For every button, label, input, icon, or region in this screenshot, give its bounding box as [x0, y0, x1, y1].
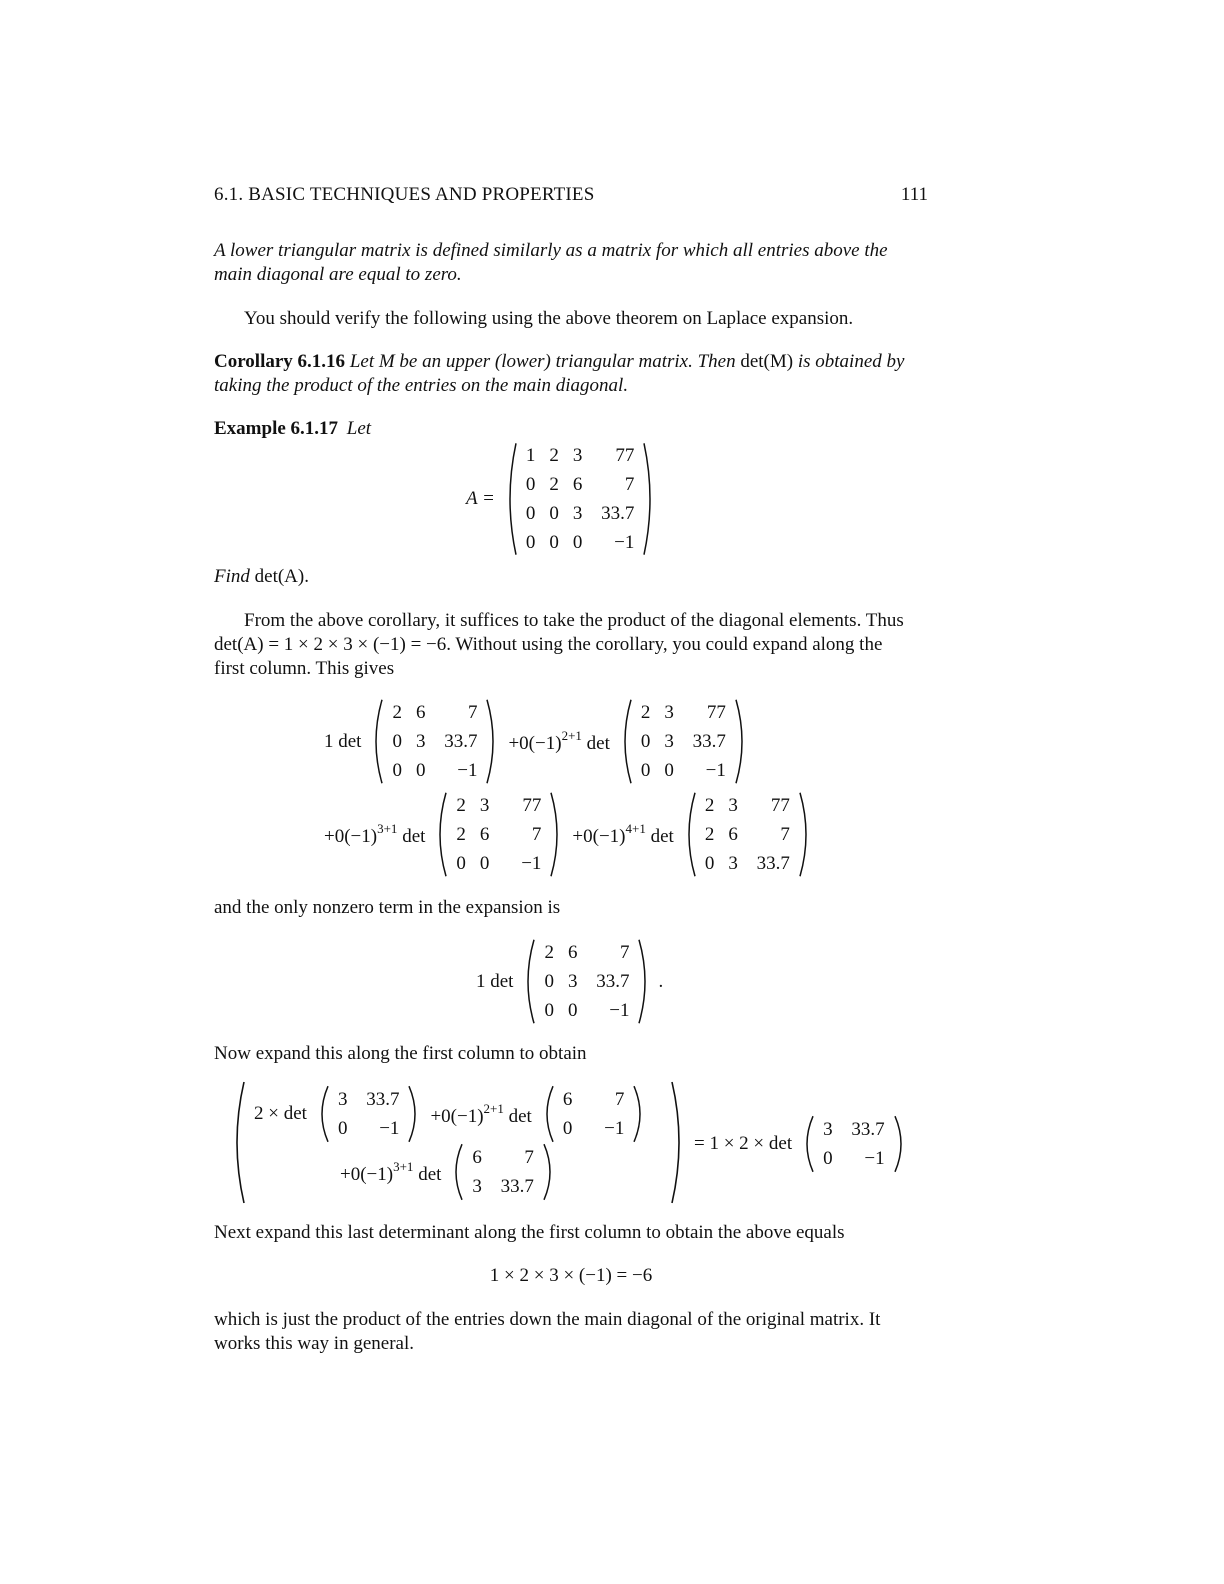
- matrix-entry: 77: [615, 444, 635, 466]
- matrix-entry: 2: [392, 701, 402, 723]
- matrix-entry: 0: [640, 730, 651, 752]
- matrix-entry: 3: [415, 730, 426, 752]
- matrix-entry: 3: [728, 794, 738, 816]
- left-paren: [431, 791, 449, 878]
- corollary-label: Corollary 6.1.16: [214, 351, 346, 372]
- right-paren: [892, 1115, 910, 1173]
- nonzero-term: [470, 938, 663, 1025]
- now-expand-paragraph: Now expand this along the first column to obtain: [214, 1043, 587, 1064]
- second-term-1: 2 × det: [254, 1103, 307, 1124]
- right-paren: [631, 1085, 649, 1143]
- matrix-entry: 0: [479, 852, 490, 874]
- matrix-entry: 6: [572, 473, 583, 495]
- corollary-text-b: is obtained by taking the product of the entries on the main diagonal.: [214, 351, 905, 396]
- right-paren: [636, 938, 654, 1025]
- matrix-row: [816, 1144, 892, 1173]
- period: .: [658, 970, 664, 992]
- nonzero-matrix: [519, 938, 654, 1025]
- matrix-entry: 33.7: [601, 502, 635, 524]
- matrix-row: [519, 499, 642, 528]
- matrix-entry: 6: [562, 1088, 573, 1110]
- matrix-entry: 33.7: [366, 1088, 400, 1110]
- term-4-coef: $+0(-1)^{4+1}$ det: [572, 821, 674, 847]
- second-expansion-row-1: [248, 1085, 649, 1143]
- matrix-row: [634, 698, 733, 727]
- matrix-entry: 77: [770, 794, 790, 816]
- right-paren: [548, 791, 566, 878]
- only-nonzero-paragraph: and the only nonzero term in the expansion is: [214, 897, 561, 918]
- matrix-row: [331, 1085, 407, 1114]
- left-paren: [313, 1085, 331, 1143]
- matrix-entry: 0: [544, 999, 554, 1021]
- matrix-entry: 33.7: [851, 1118, 885, 1140]
- matrix-entry: −1: [614, 531, 635, 553]
- matrix-entry: 7: [619, 941, 630, 963]
- right-paren: [641, 441, 659, 557]
- running-header: [214, 184, 928, 208]
- matrix-row: [634, 756, 733, 785]
- left-paren: [519, 938, 537, 1025]
- left-paren: [538, 1085, 556, 1143]
- matrix-row: [385, 727, 484, 756]
- matrix-entry: 77: [522, 794, 542, 816]
- page-number: 111: [900, 184, 928, 205]
- rhs-coef: = 1 × 2 × det: [694, 1133, 793, 1154]
- matrix-row: [556, 1114, 632, 1143]
- matrix-entry: 0: [337, 1117, 348, 1139]
- matrix-row: [537, 938, 636, 967]
- corollary-6-1-16: [214, 350, 928, 398]
- matrix-row: [698, 849, 797, 878]
- matrix-entry: 3: [472, 1175, 482, 1197]
- matrix-entry: 3: [728, 852, 738, 874]
- matrix-entry: 0: [525, 473, 536, 495]
- right-paren: [484, 698, 502, 785]
- matrix-entry: 6: [415, 701, 426, 723]
- left-paren: [501, 441, 519, 557]
- matrix-row: [331, 1114, 407, 1143]
- matrix-entry: −1: [457, 759, 478, 781]
- minor-matrix-3: [431, 791, 566, 878]
- find-det-a: [214, 565, 928, 589]
- left-paren: [367, 698, 385, 785]
- small-matrix-2: [538, 1085, 650, 1143]
- matrix-entry: 7: [624, 473, 635, 495]
- term-2-coef: $+0(-1)^{2+1}$ det: [508, 728, 610, 754]
- matrix-row: [465, 1172, 541, 1201]
- para-line-3: first column. This gives: [214, 658, 395, 679]
- matrix-entry: 1: [525, 444, 536, 466]
- matrix-row: [537, 967, 636, 996]
- matrix-entry: −1: [379, 1117, 400, 1139]
- matrix-row: [537, 996, 636, 1025]
- a-equals: A =: [466, 488, 495, 509]
- matrix-row: [449, 820, 548, 849]
- matrix-entry: 77: [706, 701, 726, 723]
- matrix-row: [556, 1085, 632, 1114]
- matrix-entry: −1: [604, 1117, 625, 1139]
- matrix-entry: 3: [479, 794, 490, 816]
- matrix-entry: −1: [705, 759, 726, 781]
- left-paren: [447, 1143, 465, 1201]
- matrix-row: [634, 727, 733, 756]
- second-expansion-row-2: [334, 1143, 559, 1201]
- matrix-entry: 7: [524, 1146, 534, 1168]
- matrix-entry: 33.7: [444, 730, 478, 752]
- verify-paragraph: You should verify the following using the above theorem on Laplace expansion.: [244, 308, 854, 329]
- left-paren: [798, 1115, 816, 1173]
- matrix-entry: 3: [572, 444, 583, 466]
- second-term-2: $+0(-1)^{2+1}$ det: [430, 1100, 532, 1127]
- matrix-entry: −1: [864, 1147, 885, 1169]
- big-left-paren: [228, 1080, 248, 1205]
- matrix-entry: 2: [704, 823, 715, 845]
- second-rhs: [688, 1115, 910, 1173]
- matrix-entry: 0: [562, 1117, 573, 1139]
- left-paren: [680, 791, 698, 878]
- corollary-text-a: Let M be an upper (lower) triangular matrix. Then: [349, 351, 736, 372]
- right-paren: [541, 1143, 559, 1201]
- matrix-entry: 3: [567, 970, 578, 992]
- final-equation: 1 × 2 × 3 × (−1) = −6: [489, 1265, 653, 1286]
- matrix-row: [449, 791, 548, 820]
- matrix-entry: 2: [456, 823, 466, 845]
- matrix-entry: −1: [609, 999, 630, 1021]
- expansion-row-2: [318, 791, 815, 878]
- corollary-det-m: det(M): [740, 351, 794, 372]
- matrix-entry: 0: [392, 759, 402, 781]
- example-6-1-17: [214, 417, 928, 441]
- next-expand-paragraph: Next expand this last determinant along the first column to obtain the above equals: [214, 1222, 845, 1243]
- matrix-a: [501, 441, 660, 557]
- matrix-entry: 2: [456, 794, 466, 816]
- para-line-2: det(A) = 1 × 2 × 3 × (−1) = −6. Without using the corollary, you could expand along the: [214, 634, 883, 655]
- matrix-entry: 33.7: [596, 970, 630, 992]
- matrix-entry: 0: [525, 531, 536, 553]
- minor-matrix-4: [680, 791, 815, 878]
- matrix-row: [519, 528, 642, 557]
- matrix-entry: 0: [664, 759, 674, 781]
- matrix-entry: 6: [479, 823, 490, 845]
- matrix-entry: 2: [704, 794, 715, 816]
- matrix-a-equation: [460, 441, 659, 557]
- right-paren: [406, 1085, 424, 1143]
- matrix-entry: 0: [415, 759, 426, 781]
- matrix-entry: 33.7: [756, 852, 790, 874]
- example-let: Let: [346, 418, 372, 439]
- matrix-entry: 33.7: [692, 730, 726, 752]
- matrix-entry: 0: [544, 970, 554, 992]
- matrix-entry: 33.7: [500, 1175, 534, 1197]
- matrix-row: [519, 441, 642, 470]
- matrix-entry: 0: [823, 1147, 833, 1169]
- right-paren: [797, 791, 815, 878]
- term-1-coef: 1 det: [324, 730, 362, 752]
- matrix-entry: 0: [549, 531, 559, 553]
- matrix-entry: 7: [614, 1088, 625, 1110]
- matrix-entry: 2: [549, 473, 559, 495]
- matrix-entry: 7: [531, 823, 542, 845]
- matrix-entry: −1: [521, 852, 542, 874]
- matrix-entry: 7: [467, 701, 478, 723]
- minor-matrix-2: [616, 698, 751, 785]
- matrix-entry: 3: [572, 502, 583, 524]
- corollary-application-paragraph: [214, 609, 928, 681]
- matrix-entry: 3: [664, 730, 674, 752]
- matrix-entry: 0: [549, 502, 559, 524]
- nonzero-coef: 1 det: [476, 970, 514, 992]
- find-label: Find: [214, 566, 250, 587]
- lower-triangular-definition: A lower triangular matrix is defined similarly as a matrix for which all entries above the main diagonal are equal to zero.: [214, 240, 888, 285]
- matrix-entry: 0: [567, 999, 578, 1021]
- matrix-row: [465, 1143, 541, 1172]
- matrix-entry: 3: [337, 1088, 348, 1110]
- matrix-row: [816, 1115, 892, 1144]
- matrix-entry: 0: [704, 852, 715, 874]
- matrix-entry: 6: [728, 823, 738, 845]
- right-paren: [733, 698, 751, 785]
- matrix-entry: 0: [525, 502, 536, 524]
- example-label: Example 6.1.17: [214, 418, 339, 439]
- small-matrix-3: [447, 1143, 559, 1201]
- matrix-entry: 0: [572, 531, 583, 553]
- matrix-entry: 0: [456, 852, 466, 874]
- matrix-entry: 3: [823, 1118, 833, 1140]
- section-title: 6.1. BASIC TECHNIQUES AND PROPERTIES: [214, 184, 595, 205]
- expansion-row-1: [318, 698, 751, 785]
- matrix-entry: 2: [549, 444, 559, 466]
- left-paren: [616, 698, 634, 785]
- matrix-row: [449, 849, 548, 878]
- conclusion-paragraph: which is just the product of the entries down the main diagonal of the original matrix. It works this way in general.: [214, 1309, 881, 1354]
- matrix-entry: 2: [640, 701, 651, 723]
- find-det: det(A).: [254, 566, 309, 587]
- matrix-entry: 3: [664, 701, 674, 723]
- matrix-entry: 6: [567, 941, 578, 963]
- matrix-entry: 0: [640, 759, 651, 781]
- matrix-row: [385, 698, 484, 727]
- matrix-entry: 6: [472, 1146, 482, 1168]
- big-right-paren: [668, 1080, 688, 1205]
- para-line-1: From the above corollary, it suffices to take the product of the diagonal elements. Thus: [244, 610, 904, 631]
- small-matrix-1: [313, 1085, 425, 1143]
- matrix-entry: 0: [392, 730, 402, 752]
- matrix-row: [698, 820, 797, 849]
- second-term-3: $+0(-1)^{3+1}$ det: [340, 1158, 442, 1185]
- matrix-row: [698, 791, 797, 820]
- small-matrix-4: [798, 1115, 910, 1173]
- minor-matrix-1: [367, 698, 502, 785]
- matrix-row: [519, 470, 642, 499]
- term-3-coef: $+0(-1)^{3+1}$ det: [324, 821, 426, 847]
- matrix-row: [385, 756, 484, 785]
- matrix-entry: 2: [544, 941, 554, 963]
- matrix-entry: 7: [780, 823, 790, 845]
